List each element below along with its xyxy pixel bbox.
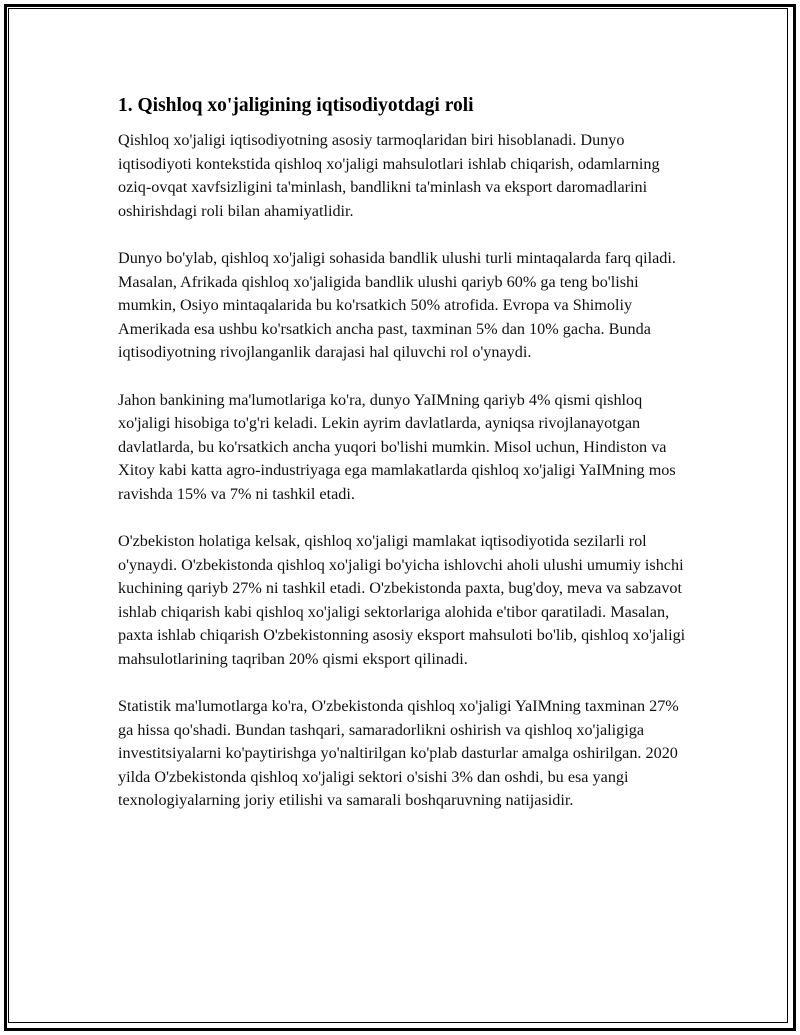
- section-heading: 1. Qishloq xo'jaligining iqtisodiyotdagi roli: [118, 95, 474, 116]
- paragraph-1: Qishloq xo'jaligi iqtisodiyotning asosiy tarmoqlaridan biri hisoblanadi. Dunyo iqtisodiyoti kontekstida qishloq xo'jaligi mahsulotlari ishlab chiqarish, odamlarning oziq-ovqat xavfsizligini ta'minlash, bandlikni ta'minlash va eksport daromadlarini oshirishdagi roli bilan ahamiyatlidir.: [118, 131, 660, 220]
- paragraph-3: Jahon bankining ma'lumotlariga ko'ra, dunyo YaIMning qariyb 4% qismi qishloq xo'jaligi hisobiga to'g'ri keladi. Lekin ayrim davlatlarda, ayniqsa rivojlanayotgan davlatlarda, bu ko'rsatkich ancha yuqori bo'lishi mumkin. Misol uchun, Hindiston va Xitoy kabi katta agro-industriyaga ega mamlakatlarda qishloq xo'jaligi YaIMning mos ravishda 15% va 7% ni tashkil etadi.: [118, 390, 676, 503]
- document-body: [118, 92, 688, 837]
- paragraph-4: O'zbekiston holatiga kelsak, qishloq xo'jaligi mamlakat iqtisodiyotida sezilarli rol o'ynaydi. O'zbekistonda qishloq xo'jaligi bo'yicha ishlovchi aholi ulushi umumiy ishchi kuchining qariyb 27% ni tashkil etadi. O'zbekistonda paxta, bug'doy, meva va sabzavot ishlab chiqarish kabi qishloq xo'jaligi sektorlariga alohida e'tibor qaratiladi. Masalan, paxta ishlab chiqarish O'zbekistonning asosiy eksport mahsuloti bo'lib, qishloq xo'jaligi mahsulotlarining taqriban 20% qismi eksport qilinadi.: [118, 532, 686, 668]
- paragraph-5: Statistik ma'lumotlarga ko'ra, O'zbekistonda qishloq xo'jaligi YaIMning taxminan 27% ga hissa qo'shadi. Bundan tashqari, samaradorlikni oshirish va qishloq xo'jaligiga investitsiyalarni ko'paytirishga yo'naltirilgan ko'plab dasturlar amalga oshirilgan. 2020 yilda O'zbekistonda qishloq xo'jaligi sektori o'sishi 3% dan oshdi, bu esa yangi texnologiyalarning joriy etilishi va samarali boshqaruvning natijasidir.: [118, 697, 679, 809]
- paragraph-2: Dunyo bo'ylab, qishloq xo'jaligi sohasida bandlik ulushi turli mintaqalarda farq qiladi. Masalan, Afrikada qishloq xo'jaligida bandlik ulushi qariyb 60% ga teng bo'lishi mumkin, Osiyo mintaqalarida bu ko'rsatkich 50% atrofida. Evropa va Shimoliy Amerikada esa ushbu ko'rsatkich ancha past, taxminan 5% dan 10% gacha. Bunda iqtisodiyotning rivojlanganlik darajasi hal qiluvchi rol o'ynaydi.: [118, 249, 676, 361]
